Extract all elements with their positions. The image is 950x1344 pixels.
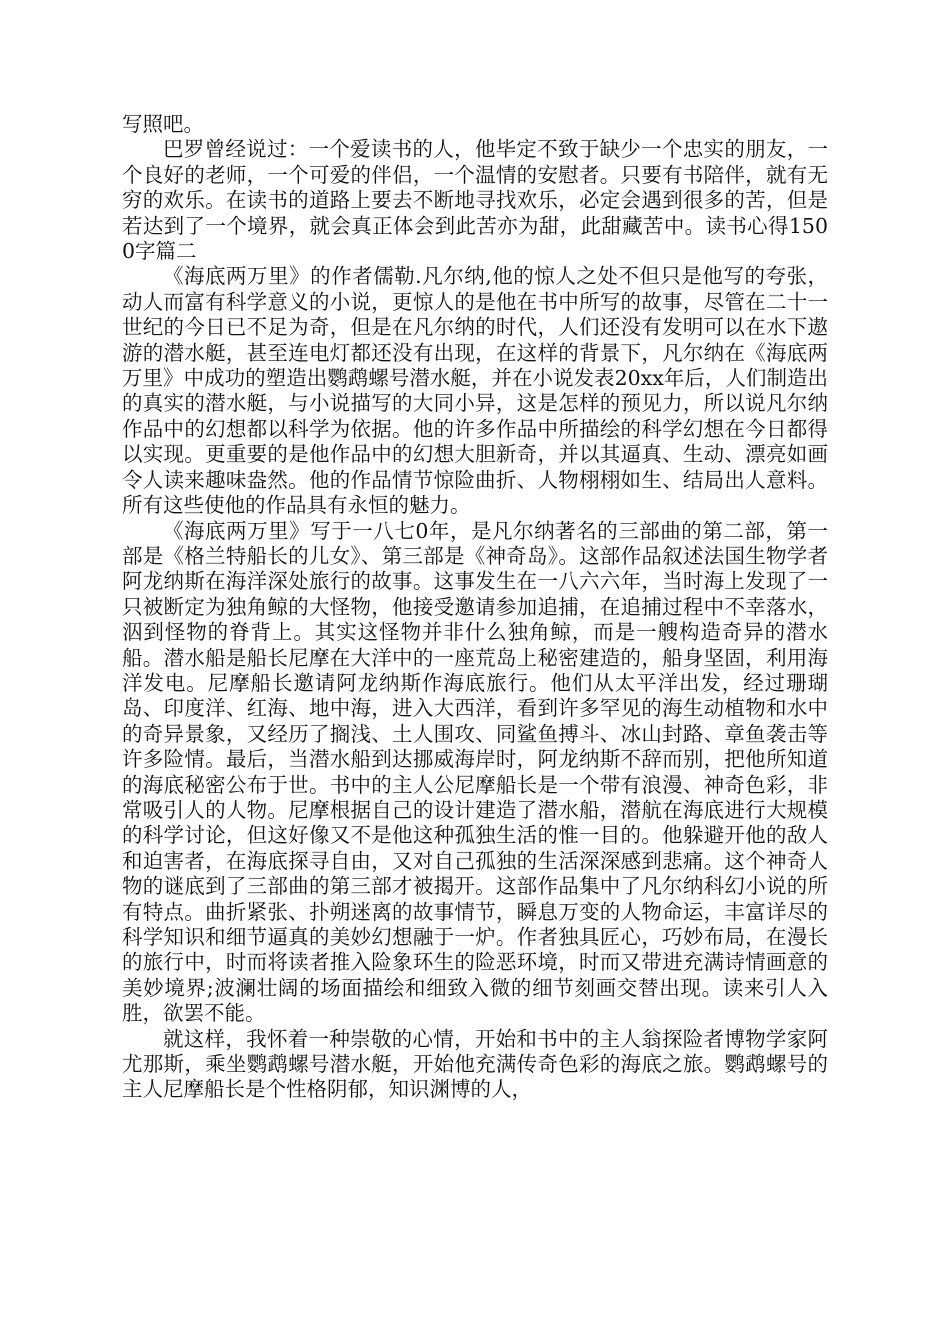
- paragraph-novel-summary: 《海底两万里》写于一八七0年，是凡尔纳著名的三部曲的第二部，第一部是《格兰特船长的儿女》、第三部是《神奇岛》。这部作品叙述法国生物学者阿龙纳斯在海洋深处旅行的故事。这事发生在一八六六年，当时海上发现了一只被断定为独角鲸的大怪物，他接受邀请参加追捕，在追捕过程中不幸落水，泅到怪物的脊背上。其实这怪物并非什么独角鲸，而是一艘构造奇异的潜水船。潜水船是船长尼摩在大洋中的一座荒岛上秘密建造的，船身坚固，利用海洋发电。尼摩船长邀请阿龙纳斯作海底旅行。他们从太平洋出发，经过珊瑚岛、印度洋、红海、地中海，进入大西洋，看到许多罕见的海生动植物和水中的奇异景象，又经历了搁浅、土人围攻、同鲨鱼搏斗、冰山封路、章鱼袭击等许多险情。最后，当潜水船到达挪威海岸时，阿龙纳斯不辞而别，把他所知道的海底秘密公布于世。书中的主人公尼摩船长是一个带有浪漫、神奇色彩，非常吸引人的人物。尼摩根据自己的设计建造了潜水船，潜航在海底进行大规模的科学讨论，但这好像又不是他这种孤独生活的惟一目的。他躲避开他的敌人和迫害者，在海底探寻自由，又对自己孤独的生活深深感到悲痛。这个神奇人物的谜底到了三部曲的第三部才被揭开。这部作品集中了凡尔纳科幻小说的所有特点。曲折紧张、扑朔迷离的故事情节，瞬息万变的人物命运，丰富详尽的科学知识和细节逼真的美妙幻想融于一炉。作者独具匠心，巧妙布局，在漫长的旅行中，时而将读者推入险象环生的险恶环境，时而又带进充满诗情画意的美妙境界;波澜壮阔的场面描绘和细致入微的细节刻画交替出现。读来引人入胜，欲罢不能。: [122, 518, 828, 1026]
- paragraph-verne-author: 《海底两万里》的作者儒勒.凡尔纳,他的惊人之处不但只是他写的夸张，动人而富有科学意义的小说，更惊人的是他在书中所写的故事，尽管在二十一世纪的今日已不足为奇，但是在凡尔纳的时代，人们还没有发明可以在水下遨游的潜水艇，甚至连电灯都还没有出现，在这样的背景下，凡尔纳在《海底两万里》中成功的塑造出鹦鹉螺号潜水艇，并在小说发表20xx年后，人们制造出的真实的潜水艇，与小说描写的大同小异，这是怎样的预见力，所以说凡尔纳作品中的幻想都以科学为依据。他的许多作品中所描绘的科学幻想在今日都得以实现。更重要的是他作品中的幻想大胆新奇，并以其逼真、生动、漂亮如画令人读来趣味盎然。他的作品情节惊险曲折、人物栩栩如生、结局出人意料。所有这些使他的作品具有永恒的魅力。: [122, 264, 828, 518]
- paragraph-intro-fragment: 写照吧。: [122, 112, 204, 136]
- paragraph-journey-start: 就这样，我怀着一种崇敬的心情，开始和书中的主人翁探险者博物学家阿尤那斯，乘坐鹦鹉螺号潜水艇，开始他充满传奇色彩的海底之旅。鹦鹉螺号的主人尼摩船长是个性格阴郁，知识渊博的人，: [122, 1026, 828, 1102]
- paragraph-barrow-quote: 巴罗曾经说过：一个爱读书的人，他毕定不致于缺少一个忠实的朋友，一个良好的老师，一个可爱的伴侣，一个温情的安慰者。只要有书陪伴，就有无穷的欢乐。在读书的道路上要去不断地寻找欢乐，必定会遇到很多的苦，但是若达到了一个境界，就会真正体会到此苦亦为甜，此甜藏苦中。读书心得1500字篇二: [122, 137, 828, 264]
- document-page: [122, 112, 828, 1103]
